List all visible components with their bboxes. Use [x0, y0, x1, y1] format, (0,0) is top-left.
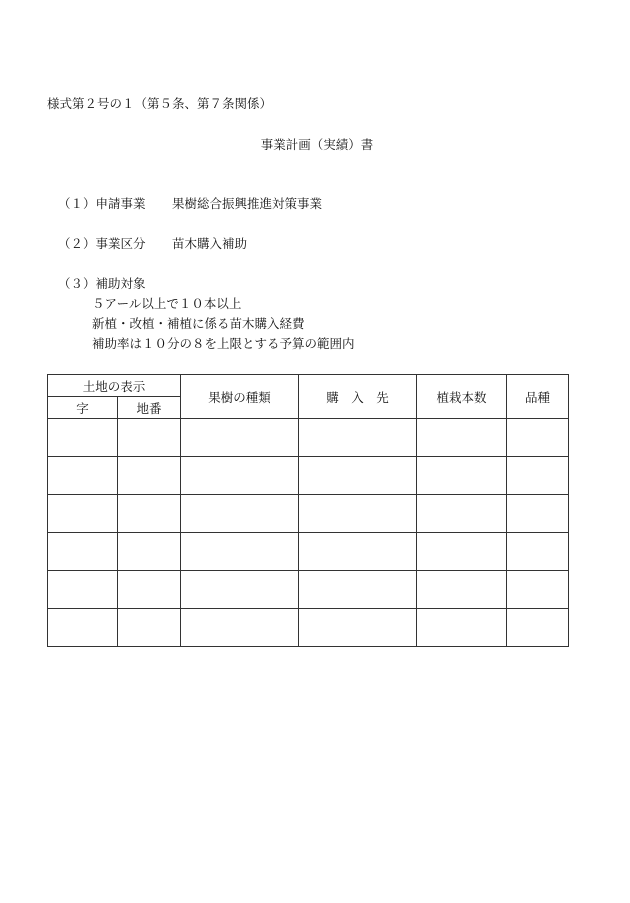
- item-category-label: （２）事業区分: [58, 236, 146, 251]
- table-row: [48, 495, 569, 533]
- table-cell: [507, 609, 569, 647]
- table-cell: [299, 419, 417, 457]
- table-cell: [507, 457, 569, 495]
- table-cell: [299, 609, 417, 647]
- table-row: [48, 533, 569, 571]
- table-cell: [299, 457, 417, 495]
- table-cell: [417, 419, 507, 457]
- table-cell: [507, 419, 569, 457]
- table-cell: [181, 533, 299, 571]
- table-cell: [417, 571, 507, 609]
- table-cell: [181, 495, 299, 533]
- table-cell: [118, 533, 181, 571]
- table-cell: [118, 419, 181, 457]
- header-chiban: 地番: [118, 397, 181, 419]
- table-cell: [48, 609, 118, 647]
- table-cell: [299, 495, 417, 533]
- table-cell: [48, 571, 118, 609]
- subsidy-line-3: 補助率は１０分の８を上限とする予算の範囲内: [92, 336, 355, 351]
- table-cell: [417, 533, 507, 571]
- table-cell: [118, 457, 181, 495]
- form-number: 様式第２号の１（第５条、第７条関係）: [47, 96, 273, 111]
- table-cell: [48, 533, 118, 571]
- table-row: [48, 419, 569, 457]
- subsidy-line-1: ５アール以上で１０本以上: [92, 296, 242, 311]
- subsidy-line-2: 新植・改植・補植に係る苗木購入経費: [92, 316, 305, 331]
- table-cell: [417, 495, 507, 533]
- table-cell: [48, 457, 118, 495]
- page-title: 事業計画（実績）書: [260, 137, 374, 152]
- header-cultivar: 品種: [507, 375, 569, 419]
- header-land-display: 土地の表示: [48, 375, 181, 397]
- plan-table: [47, 374, 569, 647]
- table-cell: [181, 609, 299, 647]
- header-fruit-type: 果樹の種類: [181, 375, 299, 419]
- table-cell: [507, 533, 569, 571]
- table-row: [48, 457, 569, 495]
- header-supplier: 購 入 先: [299, 375, 417, 419]
- table-cell: [181, 419, 299, 457]
- table-cell: [299, 533, 417, 571]
- table-cell: [181, 457, 299, 495]
- item-application-value: 果樹総合振興推進対策事業: [172, 196, 323, 211]
- table-cell: [417, 609, 507, 647]
- item-subsidy-target-label: （３）補助対象: [58, 276, 146, 291]
- table-cell: [118, 495, 181, 533]
- table-cell: [417, 457, 507, 495]
- table-cell: [181, 571, 299, 609]
- item-application-label: （１）申請事業: [58, 196, 146, 211]
- table-cell: [118, 609, 181, 647]
- table-cell: [507, 495, 569, 533]
- table-row: [48, 609, 569, 647]
- table-cell: [48, 495, 118, 533]
- table-cell: [507, 571, 569, 609]
- header-aza: 字: [48, 397, 118, 419]
- table-cell: [48, 419, 118, 457]
- item-category-value: 苗木購入補助: [172, 236, 248, 251]
- table-cell: [118, 571, 181, 609]
- header-planting-count: 植栽本数: [417, 375, 507, 419]
- table-cell: [299, 571, 417, 609]
- table-row: [48, 571, 569, 609]
